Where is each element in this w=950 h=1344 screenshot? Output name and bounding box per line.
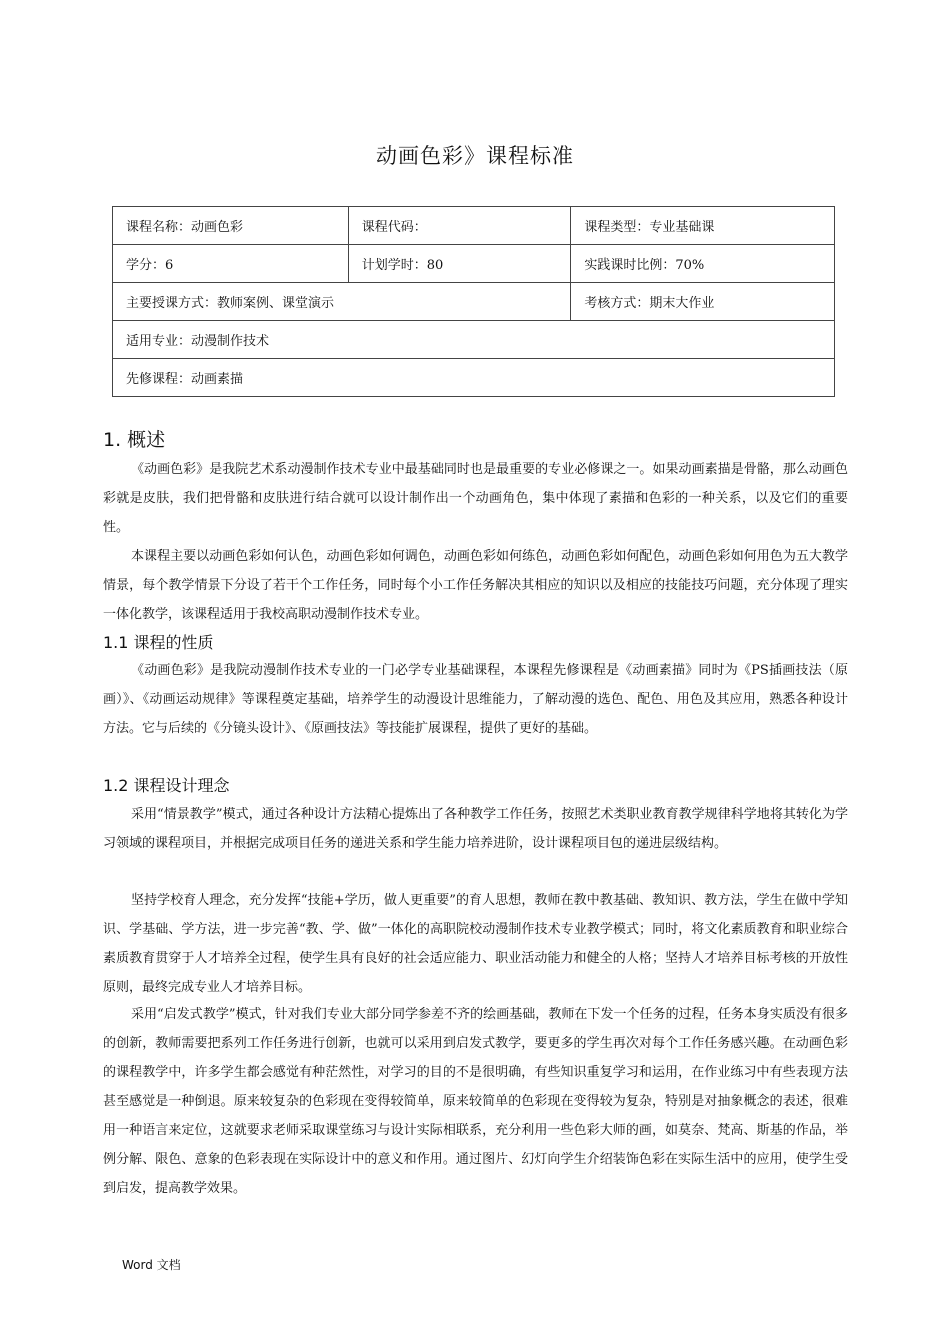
assessment-cell: 考核方式：期末大作业 [571,283,835,321]
prerequisite-cell: 先修课程：动画素描 [113,359,835,397]
table-row [113,321,835,359]
course-name-cell: 课程名称：动画色彩 [113,207,349,245]
overview-paragraph-1: 《动画色彩》是我院艺术系动漫制作技术专业中最基础同时也是最重要的专业必修课之一。如果动画素描是骨骼，那么动画色彩就是皮肤，我们把骨骼和皮肤进行结合就可以设计制作出一个动画角色，集中体现了素描和色彩的一种关系，以及它们的重要性。 [103,462,848,535]
overview-heading: 1. 概述 [103,429,166,451]
document-title: 动画色彩》课程标准 [376,144,574,168]
nature-paragraph: 《动画色彩》是我院动漫制作技术专业的一门必学专业基础课程，本课程先修课程是《动画素描》同时为《PS插画技法（原画）》、《动画运动规律》等课程奠定基础，培养学生的动漫设计思维能力，了解动漫的选色、配色、用色及其应用，熟悉各种设计方法。它与后续的《分镜头设计》、《原画技法》等技能扩展课程，提供了更好的基础。 [103,663,848,736]
design-paragraph-1: 采用“情景教学”模式，通过各种设计方法精心提炼出了各种教学工作任务，按照艺术类职业教育教学规律科学地将其转化为学习领域的课程项目，并根据完成项目任务的递进关系和学生能力培养进阶，设计课程项目包的递进层级结构。 [103,807,848,851]
overview-paragraph-2: 本课程主要以动画色彩如何认色，动画色彩如何调色，动画色彩如何练色，动画色彩如何配色，动画色彩如何用色为五大教学情景，每个教学情景下分设了若干个工作任务，同时每个小工作任务解决其相应的知识以及相应的技能技巧问题，充分体现了理实一体化教学，该课程适用于我校高职动漫制作技术专业。 [103,549,848,622]
footer-label: Word 文档 [122,1258,181,1272]
planned-hours-cell: 计划学时：80 [348,245,571,283]
course-code-cell: 课程代码： [348,207,571,245]
credits-cell: 学分：6 [113,245,349,283]
table-row [113,245,835,283]
table-row [113,359,835,397]
table-row [113,207,835,245]
design-paragraph-2: 坚持学校育人理念，充分发挥“技能+学历，做人更重要”的育人思想，教师在教中教基础、教知识、教方法，学生在做中学知识、学基础、学方法，进一步完善“教、学、做”一体化的高职院校动漫制作技术专业教学模式；同时，将文化素质教育和职业综合素质教育贯穿于人才培养全过程，使学生具有良好的社会适应能力、职业活动能力和健全的人格；坚持人才培养目标考核的开放性原则，最终完成专业人才培养目标。 [103,893,848,995]
design-heading: 1.2 课程设计理念 [103,776,230,795]
table-row [113,283,835,321]
teaching-method-cell: 主要授课方式：教师案例、课堂演示 [113,283,571,321]
applicable-major-cell: 适用专业：动漫制作技术 [113,321,835,359]
practice-ratio-cell: 实践课时比例：70% [571,245,835,283]
course-info-table [112,206,835,397]
design-paragraph-3: 采用“启发式教学”模式，针对我们专业大部分同学参差不齐的绘画基础，教师在下发一个任务的过程，任务本身实质没有很多的创新，教师需要把系列工作任务进行创新，也就可以采用到启发式教学，要更多的学生再次对每个工作任务感兴趣。在动画色彩的课程教学中，许多学生都会感觉有种茫然性，对学习的目的不是很明确，有些知识重复学习和运用，在作业练习中有些表现方法甚至感觉是一种倒退。原来较复杂的色彩现在变得较简单，原来较简单的色彩现在变得较为复杂，特别是对抽象概念的表述，很难用一种语言来定位，这就要求老师采取课堂练习与设计实际相联系，充分利用一些色彩大师的画，如莫奈、梵高、斯基的作品，举例分解、限色、意象的色彩表现在实际设计中的意义和作用。通过图片、幻灯向学生介绍装饰色彩在实际生活中的应用，使学生受到启发，提高教学效果。 [103,1007,848,1196]
nature-heading: 1.1 课程的性质 [103,633,214,652]
course-type-cell: 课程类型：专业基础课 [571,207,835,245]
